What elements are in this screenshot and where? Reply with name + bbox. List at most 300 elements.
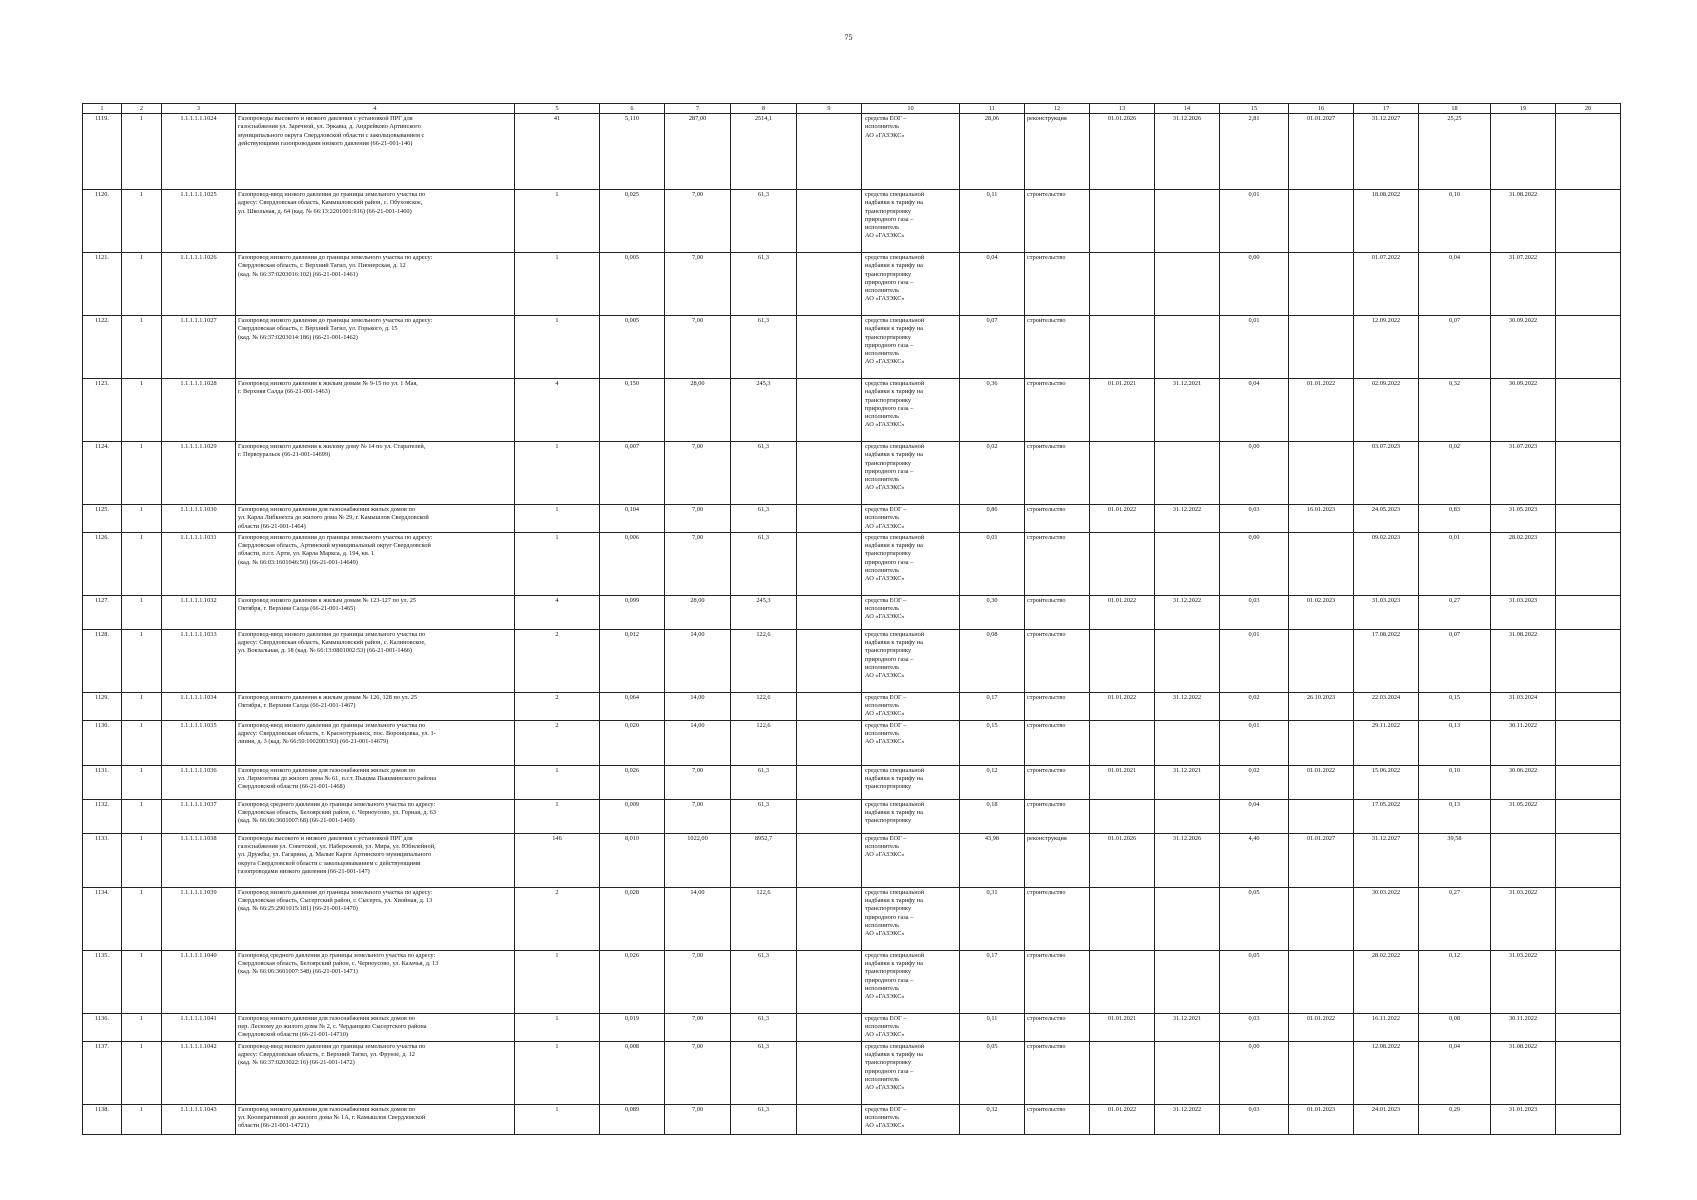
cell-design-end: 31.12.2026 — [1155, 114, 1220, 190]
cell-design-end — [1155, 1041, 1220, 1104]
cell-design-cost: 0,04 — [1220, 799, 1289, 833]
cell-col-20 — [1556, 720, 1621, 765]
cell-total-cost: 0,18 — [960, 799, 1025, 833]
cell-object-description: Газопровод низкого давления до границы земельного участка по адресу: Свердловская область, г. Верхний Тагил, ул. Горького, д. 15 (кад. № 66:37:0203014:186) (66-21-001-1462) — [236, 316, 515, 379]
column-header-16: 16 — [1289, 104, 1354, 114]
cell-col-8: 61,3 — [731, 442, 797, 505]
column-header-15: 15 — [1220, 104, 1289, 114]
cell-col-5: 1 — [515, 532, 600, 595]
cell-design-cost: 0,00 — [1220, 253, 1289, 316]
cell-funding-source: средства ЕОГ – исполнитель АО «ГАЗЭКС» — [862, 114, 960, 190]
cell-construction-end: 09.02.2023 — [1354, 532, 1419, 595]
cell-col-9 — [797, 950, 862, 1013]
cell-object-code: 1.1.1.1.1.1038 — [162, 833, 236, 887]
cell-design-start: 01.01.2021 — [1090, 1013, 1155, 1041]
cell-funding-source: средства ЕОГ – исполнитель АО «ГАЗЭКС» — [862, 692, 960, 720]
cell-construction-end: 29.11.2022 — [1354, 720, 1419, 765]
cell-col-8: 122,6 — [731, 692, 797, 720]
cell-construction-end: 22.03.2024 — [1354, 692, 1419, 720]
cell-design-end — [1155, 720, 1220, 765]
cell-col-20 — [1556, 765, 1621, 799]
cell-row-number: 1133. — [83, 833, 122, 887]
table-row — [83, 629, 1621, 692]
cell-col-20 — [1556, 442, 1621, 505]
cell-work-type: строительство — [1025, 799, 1090, 833]
cell-col-8: 61,3 — [731, 1013, 797, 1041]
table-row — [83, 1013, 1621, 1041]
cell-col-8: 245,3 — [731, 595, 797, 629]
cell-col-7: 7,00 — [665, 765, 731, 799]
cell-design-start: 01.01.2022 — [1090, 595, 1155, 629]
cell-col-5: 1 — [515, 190, 600, 253]
cell-object-code: 1.1.1.1.1.1039 — [162, 887, 236, 950]
cell-funding-source: средства специальной надбавки к тарифу на транспортировку природного газа – исполнитель АО «ГАЗЭКС» — [862, 887, 960, 950]
cell-object-code: 1.1.1.1.1.1040 — [162, 950, 236, 1013]
cell-design-start: 01.01.2021 — [1090, 765, 1155, 799]
cell-design-end — [1155, 253, 1220, 316]
cell-design-end — [1155, 629, 1220, 692]
table-row — [83, 950, 1621, 1013]
cell-total-cost: 0,11 — [960, 190, 1025, 253]
cell-length: 0,028 — [600, 887, 665, 950]
cell-design-cost: 0,00 — [1220, 1041, 1289, 1104]
cell-funding-source: средства специальной надбавки к тарифу на транспортировку природного газа – исполнитель АО «ГАЗЭКС» — [862, 379, 960, 442]
cell-object-description: Газопровод низкого давления до границы земельного участка по адресу: Свердловская область, Сысертский район, г. Сысерть, ул. Хвойная, д. 13 (кад. № 66:25:2901015:181) (66-21-001-1470) — [236, 887, 515, 950]
column-header-8: 8 — [731, 104, 797, 114]
cell-funding-source: средства специальной надбавки к тарифу на транспортировку природного газа – исполнитель АО «ГАЗЭКС» — [862, 442, 960, 505]
cell-length: 0,008 — [600, 1041, 665, 1104]
cell-construction-cost: 0,07 — [1419, 629, 1491, 692]
cell-construction-start: 01.02.2023 — [1289, 595, 1354, 629]
cell-length: 0,150 — [600, 379, 665, 442]
column-header-11: 11 — [960, 104, 1025, 114]
cell-commissioning-date: 31.05.2022 — [1491, 799, 1556, 833]
cell-col-8: 122,6 — [731, 629, 797, 692]
cell-construction-start — [1289, 799, 1354, 833]
cell-design-cost: 0,05 — [1220, 950, 1289, 1013]
cell-object-description: Газопровод среднего давления до границы земельного участка по адресу: Свердловская область, Белоярский район, с. Черноусово, ул. Казачья, д. 13 (кад. № 66:06:3601007:348) (66-21-001-1471) — [236, 950, 515, 1013]
cell-work-type: строительство — [1025, 629, 1090, 692]
cell-construction-cost: 0,32 — [1419, 379, 1491, 442]
cell-col-8: 61,3 — [731, 253, 797, 316]
table-row — [83, 1041, 1621, 1104]
table-row — [83, 190, 1621, 253]
cell-length: 0,064 — [600, 692, 665, 720]
table-row — [83, 765, 1621, 799]
cell-commissioning-date: 31.08.2022 — [1491, 1041, 1556, 1104]
cell-design-end — [1155, 316, 1220, 379]
cell-object-code: 1.1.1.1.1.1036 — [162, 765, 236, 799]
cell-commissioning-date: 31.07.2023 — [1491, 442, 1556, 505]
column-header-18: 18 — [1419, 104, 1491, 114]
cell-col-2: 1 — [122, 190, 162, 253]
table-row — [83, 692, 1621, 720]
cell-total-cost: 0,11 — [960, 1013, 1025, 1041]
column-header-6: 6 — [600, 104, 665, 114]
cell-total-cost: 0,15 — [960, 720, 1025, 765]
cell-col-8: 61,3 — [731, 950, 797, 1013]
cell-design-cost: 0,01 — [1220, 190, 1289, 253]
cell-col-2: 1 — [122, 505, 162, 533]
cell-funding-source: средства ЕОГ – исполнитель АО «ГАЗЭКС» — [862, 833, 960, 887]
cell-col-5: 2 — [515, 629, 600, 692]
cell-construction-end: 24.01.2023 — [1354, 1104, 1419, 1134]
cell-row-number: 1120. — [83, 190, 122, 253]
cell-object-code: 1.1.1.1.1.1033 — [162, 629, 236, 692]
cell-col-8: 122,6 — [731, 887, 797, 950]
cell-construction-cost: 0,10 — [1419, 190, 1491, 253]
cell-col-8: 2514,1 — [731, 114, 797, 190]
cell-length: 0,025 — [600, 190, 665, 253]
cell-col-7: 7,00 — [665, 442, 731, 505]
cell-object-code: 1.1.1.1.1.1030 — [162, 505, 236, 533]
cell-design-start — [1090, 532, 1155, 595]
cell-col-9 — [797, 505, 862, 533]
cell-construction-end: 01.07.2022 — [1354, 253, 1419, 316]
cell-col-9 — [797, 253, 862, 316]
cell-design-start: 01.01.2022 — [1090, 692, 1155, 720]
cell-construction-cost: 0,10 — [1419, 765, 1491, 799]
cell-col-20 — [1556, 887, 1621, 950]
cell-col-8: 61,3 — [731, 799, 797, 833]
cell-col-5: 1 — [515, 950, 600, 1013]
cell-col-8: 61,3 — [731, 316, 797, 379]
cell-length: 0,104 — [600, 505, 665, 533]
cell-commissioning-date: 30.06.2022 — [1491, 765, 1556, 799]
cell-total-cost: 0,31 — [960, 887, 1025, 950]
cell-work-type: строительство — [1025, 442, 1090, 505]
cell-construction-end: 24.05.2023 — [1354, 505, 1419, 533]
cell-design-start — [1090, 253, 1155, 316]
cell-object-code: 1.1.1.1.1.1041 — [162, 1013, 236, 1041]
cell-construction-start — [1289, 629, 1354, 692]
cell-construction-end: 12.08.2022 — [1354, 1041, 1419, 1104]
cell-col-8: 61,3 — [731, 1041, 797, 1104]
cell-work-type: строительство — [1025, 1041, 1090, 1104]
cell-commissioning-date: 30.11.2022 — [1491, 720, 1556, 765]
cell-length: 0,012 — [600, 629, 665, 692]
cell-col-5: 1 — [515, 316, 600, 379]
cell-object-description: Газопроводы высокого и низкого давления с установкой ПРГ для газоснабжения ул. Советской, ул. Набережной, ул. Мира, ул. Юбилейной, ул. Дружбы, ул. Гагарина, д. Малые Карги Артинского муниципального округа Свердловской области с закольцовыванием с действующими газопроводами низкого давления (66-21-001-147) — [236, 833, 515, 887]
cell-construction-end: 15.06.2022 — [1354, 765, 1419, 799]
cell-total-cost: 0,01 — [960, 532, 1025, 595]
cell-col-5: 146 — [515, 833, 600, 887]
cell-design-start — [1090, 950, 1155, 1013]
cell-work-type: строительство — [1025, 950, 1090, 1013]
table-row — [83, 253, 1621, 316]
cell-funding-source: средства ЕОГ – исполнитель АО «ГАЗЭКС» — [862, 505, 960, 533]
cell-design-start: 01.01.2026 — [1090, 114, 1155, 190]
cell-work-type: реконструкция — [1025, 114, 1090, 190]
cell-construction-cost: 0,13 — [1419, 720, 1491, 765]
cell-construction-start: 26.10.2023 — [1289, 692, 1354, 720]
cell-object-description: Газопровод низкого давления до границы земельного участка по адресу: Свердловская область, г. Верхний Тагил, ул. Пионерская, д. 12 (кад. № 66:37:0203016:102) (66-21-001-1461) — [236, 253, 515, 316]
cell-funding-source: средства специальной надбавки к тарифу на транспортировку природного газа – исполнитель АО «ГАЗЭКС» — [862, 316, 960, 379]
table-row — [83, 1104, 1621, 1134]
cell-total-cost: 0,36 — [960, 379, 1025, 442]
cell-commissioning-date: 31.08.2022 — [1491, 629, 1556, 692]
cell-funding-source: средства специальной надбавки к тарифу на транспортировку природного газа – исполнитель АО «ГАЗЭКС» — [862, 253, 960, 316]
cell-construction-start — [1289, 950, 1354, 1013]
cell-design-end: 31.12.2021 — [1155, 765, 1220, 799]
cell-length: 0,020 — [600, 720, 665, 765]
cell-design-start: 01.01.2022 — [1090, 505, 1155, 533]
cell-col-2: 1 — [122, 595, 162, 629]
cell-length: 0,005 — [600, 316, 665, 379]
cell-construction-start: 16.01.2023 — [1289, 505, 1354, 533]
cell-object-description: Газопровод низкого давления к жилым домам № 9-15 по ул. 1 Мая, г. Верхняя Салда (66-21-001-1463) — [236, 379, 515, 442]
cell-row-number: 1138. — [83, 1104, 122, 1134]
cell-col-2: 1 — [122, 720, 162, 765]
cell-funding-source: средства специальной надбавки к тарифу на транспортировку — [862, 765, 960, 799]
cell-row-number: 1135. — [83, 950, 122, 1013]
cell-col-9 — [797, 379, 862, 442]
cell-total-cost: 28,06 — [960, 114, 1025, 190]
cell-col-7: 7,00 — [665, 799, 731, 833]
cell-design-cost: 0,02 — [1220, 765, 1289, 799]
cell-commissioning-date — [1491, 833, 1556, 887]
table-row — [83, 505, 1621, 533]
cell-construction-start: 01.01.2027 — [1289, 833, 1354, 887]
cell-construction-start — [1289, 887, 1354, 950]
table-row — [83, 532, 1621, 595]
cell-col-20 — [1556, 316, 1621, 379]
cell-col-9 — [797, 442, 862, 505]
cell-work-type: строительство — [1025, 253, 1090, 316]
cell-row-number: 1119. — [83, 114, 122, 190]
table-row — [83, 833, 1621, 887]
cell-row-number: 1134. — [83, 887, 122, 950]
cell-design-cost: 0,03 — [1220, 595, 1289, 629]
cell-commissioning-date: 31.08.2022 — [1491, 190, 1556, 253]
cell-row-number: 1123. — [83, 379, 122, 442]
cell-row-number: 1124. — [83, 442, 122, 505]
cell-funding-source: средства специальной надбавки к тарифу на транспортировку природного газа – исполнитель АО «ГАЗЭКС» — [862, 1041, 960, 1104]
cell-design-end — [1155, 950, 1220, 1013]
cell-length: 8,010 — [600, 833, 665, 887]
cell-construction-end: 12.09.2022 — [1354, 316, 1419, 379]
cell-length: 0,089 — [600, 1104, 665, 1134]
cell-funding-source: средства ЕОГ – исполнитель АО «ГАЗЭКС» — [862, 595, 960, 629]
cell-col-9 — [797, 765, 862, 799]
cell-design-cost: 0,03 — [1220, 1013, 1289, 1041]
cell-col-8: 61,3 — [731, 765, 797, 799]
cell-col-20 — [1556, 1041, 1621, 1104]
cell-total-cost: 0,02 — [960, 442, 1025, 505]
cell-design-start — [1090, 887, 1155, 950]
cell-construction-start: 01.01.2022 — [1289, 765, 1354, 799]
cell-design-cost: 0,01 — [1220, 720, 1289, 765]
column-header-12: 12 — [1025, 104, 1090, 114]
cell-col-5: 1 — [515, 765, 600, 799]
cell-construction-cost: 0,13 — [1419, 799, 1491, 833]
cell-work-type: строительство — [1025, 1013, 1090, 1041]
cell-object-code: 1.1.1.1.1.1024 — [162, 114, 236, 190]
cell-row-number: 1125. — [83, 505, 122, 533]
cell-row-number: 1132. — [83, 799, 122, 833]
cell-object-code: 1.1.1.1.1.1025 — [162, 190, 236, 253]
cell-construction-start — [1289, 532, 1354, 595]
cell-design-start — [1090, 316, 1155, 379]
table-row — [83, 379, 1621, 442]
cell-col-5: 1 — [515, 1104, 600, 1134]
cell-col-20 — [1556, 692, 1621, 720]
cell-object-description: Газопровод низкого давления к жилому дому № 14 по ул. Старателей, г. Первоуральск (66-21-001-14699) — [236, 442, 515, 505]
cell-col-7: 7,00 — [665, 950, 731, 1013]
table-row — [83, 720, 1621, 765]
cell-work-type: строительство — [1025, 505, 1090, 533]
cell-object-code: 1.1.1.1.1.1043 — [162, 1104, 236, 1134]
column-header-10: 10 — [862, 104, 960, 114]
cell-construction-end: 17.08.2022 — [1354, 629, 1419, 692]
cell-design-start — [1090, 629, 1155, 692]
cell-design-cost: 0,01 — [1220, 316, 1289, 379]
cell-length: 0,007 — [600, 442, 665, 505]
table-row — [83, 316, 1621, 379]
cell-col-7: 7,00 — [665, 253, 731, 316]
cell-col-5: 1 — [515, 253, 600, 316]
cell-col-9 — [797, 1104, 862, 1134]
cell-funding-source: средства ЕОГ – исполнитель АО «ГАЗЭКС» — [862, 720, 960, 765]
cell-construction-cost: 0,04 — [1419, 253, 1491, 316]
cell-object-description: Газопровод-ввод низкого давления до границы земельного участка по адресу: Свердловская область, г. Верхний Тагил, ул. Фрунзе, д. 12 (кад. № 66:37:0203022:16) (66-21-001-1472) — [236, 1041, 515, 1104]
cell-col-8: 61,3 — [731, 190, 797, 253]
cell-design-start — [1090, 799, 1155, 833]
cell-length: 0,026 — [600, 765, 665, 799]
cell-work-type: строительство — [1025, 692, 1090, 720]
cell-design-end: 31.12.2022 — [1155, 505, 1220, 533]
cell-object-description: Газопровод низкого давления до границы земельного участка по адресу: Свердловская область, Артинский муниципальный округ Свердловской области, п.г.т. Арти, ул. Карла Маркса, д. 194, кв. 1 (кад. № 66:03:1601046:50) (66-21-001-14649) — [236, 532, 515, 595]
cell-design-cost: 0,03 — [1220, 1104, 1289, 1134]
cell-length: 5,110 — [600, 114, 665, 190]
cell-work-type: строительство — [1025, 532, 1090, 595]
cell-construction-end: 28.02.2022 — [1354, 950, 1419, 1013]
cell-col-7: 7,00 — [665, 505, 731, 533]
cell-col-20 — [1556, 253, 1621, 316]
cell-col-8: 61,3 — [731, 1104, 797, 1134]
cell-row-number: 1137. — [83, 1041, 122, 1104]
cell-col-7: 28,00 — [665, 595, 731, 629]
cell-col-8: 8952,7 — [731, 833, 797, 887]
cell-col-7: 14,00 — [665, 887, 731, 950]
column-header-5: 5 — [515, 104, 600, 114]
cell-construction-start: 01.01.2023 — [1289, 1104, 1354, 1134]
cell-col-5: 1 — [515, 442, 600, 505]
cell-construction-cost: 0,29 — [1419, 1104, 1491, 1134]
cell-design-cost: 0,04 — [1220, 379, 1289, 442]
cell-col-2: 1 — [122, 629, 162, 692]
cell-object-description: Газопровод низкого давления к жилым домам № 123-127 по ул. 25 Октября, г. Верхняя Салда (66-21-001-1465) — [236, 595, 515, 629]
cell-design-start — [1090, 442, 1155, 505]
cell-construction-end: 02.09.2022 — [1354, 379, 1419, 442]
cell-col-2: 1 — [122, 379, 162, 442]
cell-design-end: 31.12.2022 — [1155, 595, 1220, 629]
cell-total-cost: 0,30 — [960, 595, 1025, 629]
column-header-1: 1 — [83, 104, 122, 114]
column-header-2: 2 — [122, 104, 162, 114]
cell-construction-start: 01.01.2027 — [1289, 114, 1354, 190]
cell-object-description: Газопровод-ввод низкого давления до границы земельного участка по адресу: Свердловская область, г. Краснотурьинск, пос. Воронцовка, ул. 1- линия, д. 3 (кад. № 66:50:1002003:93) (66-21-001-14679) — [236, 720, 515, 765]
cell-work-type: строительство — [1025, 595, 1090, 629]
cell-design-end: 31.12.2026 — [1155, 833, 1220, 887]
cell-design-start: 01.01.2021 — [1090, 379, 1155, 442]
investment-program-table — [82, 103, 1621, 1135]
cell-col-2: 1 — [122, 532, 162, 595]
cell-design-cost: 0,00 — [1220, 442, 1289, 505]
cell-design-cost: 0,00 — [1220, 532, 1289, 595]
cell-length: 0,019 — [600, 1013, 665, 1041]
cell-design-end — [1155, 799, 1220, 833]
cell-row-number: 1136. — [83, 1013, 122, 1041]
cell-work-type: реконструкция — [1025, 833, 1090, 887]
column-header-4: 4 — [236, 104, 515, 114]
cell-object-description: Газопроводы высокого и низкого давления с установкой ПРГ для газоснабжения ул. Заречной, ул. Эркавы, д. Андрейково Артинского муниципального округа Свердловской области с закольцовыванием с действующими газопроводами низкого давления (66-21-001-146) — [236, 114, 515, 190]
cell-object-description: Газопровод низкого давления для газоснабжения жилых домов по ул. Кооперативной до жилого дома № 1А, г. Камышлов Свердловской области (66-21-001-14721) — [236, 1104, 515, 1134]
cell-col-5: 1 — [515, 505, 600, 533]
table-row — [83, 595, 1621, 629]
cell-design-end: 31.12.2021 — [1155, 1013, 1220, 1041]
cell-commissioning-date: 30.09.2022 — [1491, 316, 1556, 379]
cell-construction-start — [1289, 316, 1354, 379]
cell-col-9 — [797, 190, 862, 253]
cell-col-20 — [1556, 595, 1621, 629]
cell-row-number: 1129. — [83, 692, 122, 720]
cell-col-5: 2 — [515, 720, 600, 765]
cell-construction-cost: 0,01 — [1419, 532, 1491, 595]
cell-col-5: 1 — [515, 1041, 600, 1104]
cell-col-7: 7,00 — [665, 532, 731, 595]
cell-col-8: 61,3 — [731, 532, 797, 595]
cell-col-7: 7,00 — [665, 190, 731, 253]
cell-col-2: 1 — [122, 765, 162, 799]
cell-col-2: 1 — [122, 442, 162, 505]
cell-col-9 — [797, 532, 862, 595]
cell-object-description: Газопровод низкого давления для газоснабжения жилых домов по ул. Лермонтова до жилого дома № 61, п.г.т. Пышма Пышминского района Свердловской области (66-21-001-1468) — [236, 765, 515, 799]
cell-col-5: 1 — [515, 1013, 600, 1041]
cell-col-7: 287,00 — [665, 114, 731, 190]
cell-work-type: строительство — [1025, 887, 1090, 950]
cell-design-start — [1090, 1041, 1155, 1104]
table-row — [83, 442, 1621, 505]
cell-col-7: 7,00 — [665, 1104, 731, 1134]
column-header-13: 13 — [1090, 104, 1155, 114]
cell-col-2: 1 — [122, 1104, 162, 1134]
cell-total-cost: 0,07 — [960, 316, 1025, 379]
cell-col-9 — [797, 595, 862, 629]
cell-construction-start — [1289, 1041, 1354, 1104]
cell-col-9 — [797, 887, 862, 950]
cell-length: 0,026 — [600, 950, 665, 1013]
cell-commissioning-date: 30.11.2022 — [1491, 1013, 1556, 1041]
cell-design-cost: 2,81 — [1220, 114, 1289, 190]
cell-design-end — [1155, 442, 1220, 505]
column-header-9: 9 — [797, 104, 862, 114]
cell-col-5: 4 — [515, 595, 600, 629]
cell-object-code: 1.1.1.1.1.1034 — [162, 692, 236, 720]
cell-col-20 — [1556, 833, 1621, 887]
cell-total-cost: 0,08 — [960, 629, 1025, 692]
cell-design-start — [1090, 190, 1155, 253]
cell-col-20 — [1556, 190, 1621, 253]
cell-design-cost: 4,40 — [1220, 833, 1289, 887]
cell-design-start: 01.01.2026 — [1090, 833, 1155, 887]
cell-construction-end: 31.12.2027 — [1354, 833, 1419, 887]
cell-object-code: 1.1.1.1.1.1027 — [162, 316, 236, 379]
cell-commissioning-date — [1491, 114, 1556, 190]
cell-col-20 — [1556, 1104, 1621, 1134]
cell-construction-cost: 0,12 — [1419, 950, 1491, 1013]
cell-total-cost: 0,05 — [960, 1041, 1025, 1104]
